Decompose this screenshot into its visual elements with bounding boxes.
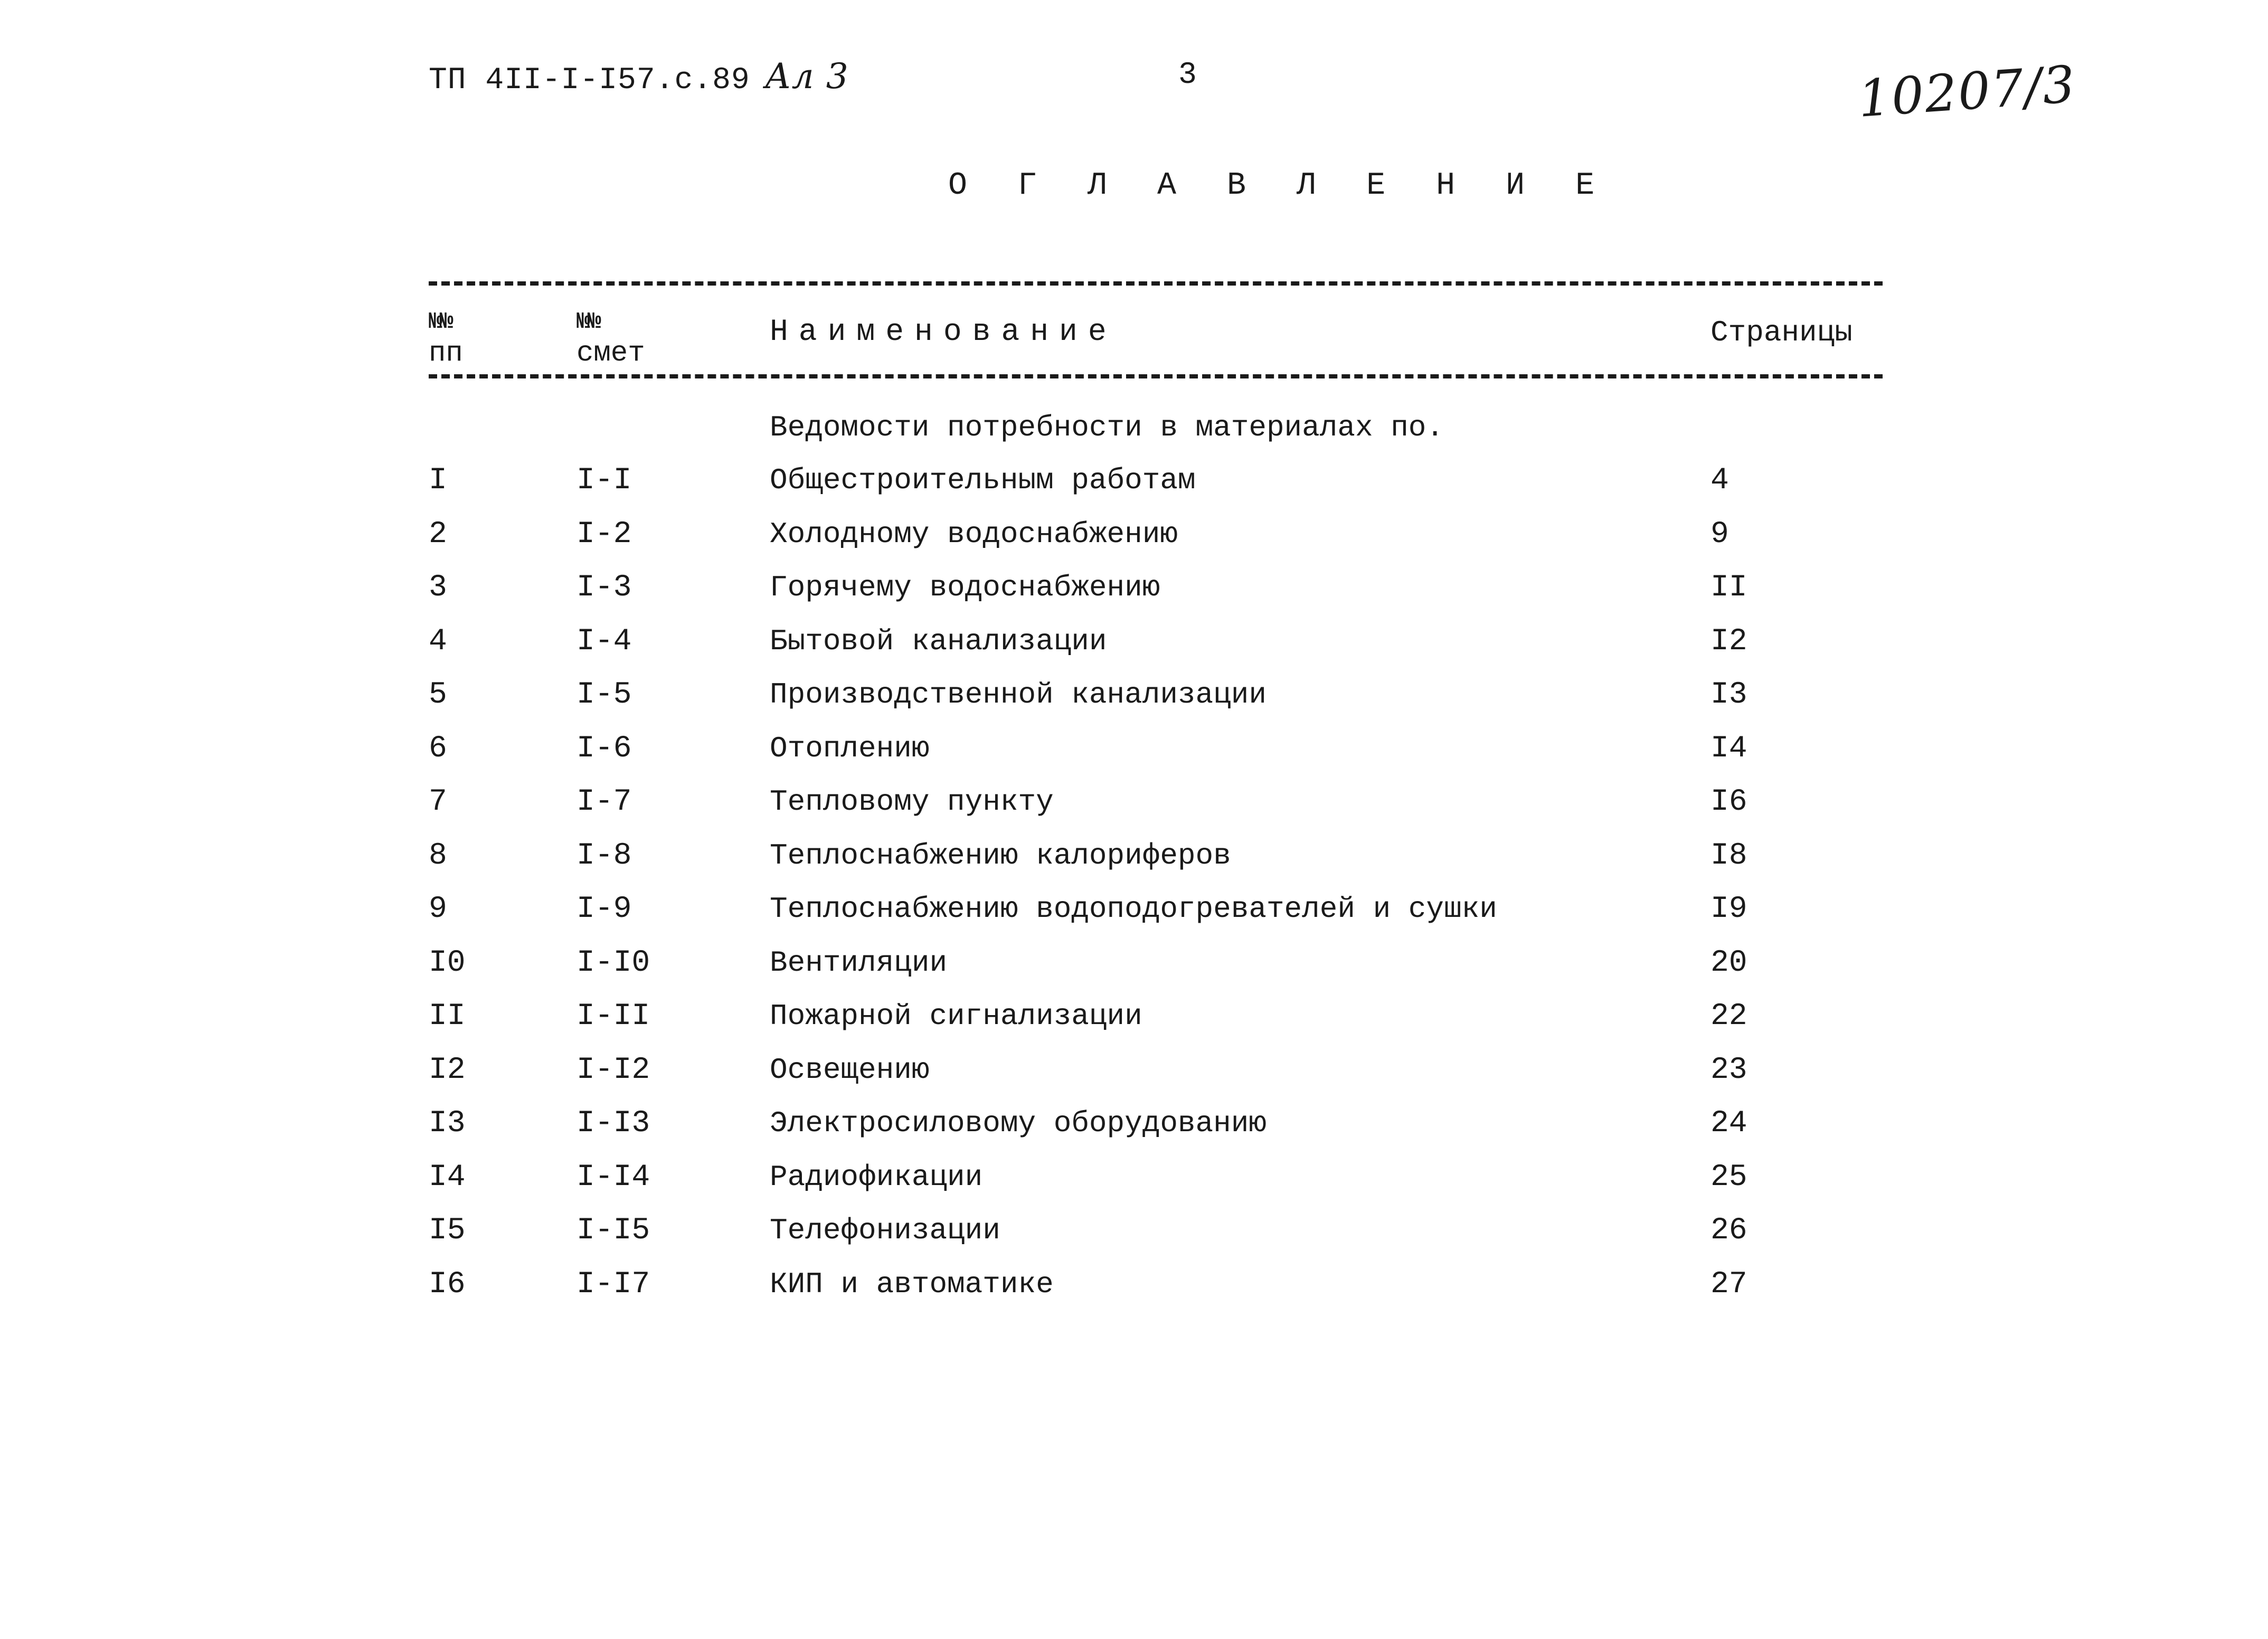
- row-number: I6: [429, 1267, 466, 1302]
- row-estimate: I-4: [577, 624, 632, 659]
- row-estimate: I-7: [577, 785, 632, 819]
- row-estimate: I-I5: [577, 1214, 650, 1248]
- table-row: [0, 785, 2268, 839]
- table-row: [0, 517, 2268, 571]
- handwritten-album-note: Ал 3: [764, 56, 849, 97]
- row-estimate: I-I2: [577, 1053, 650, 1087]
- row-number: 8: [429, 838, 447, 873]
- row-name: Общестроительным работам: [770, 463, 1196, 497]
- number-mark: №№: [429, 309, 450, 335]
- row-number: I0: [429, 945, 466, 980]
- table-row: [0, 892, 2268, 946]
- row-page: 27: [1711, 1267, 1747, 1302]
- row-number: 3: [429, 571, 447, 605]
- table-row: [0, 1053, 2268, 1107]
- row-name: КИП и автоматике: [770, 1267, 1054, 1301]
- row-page: 25: [1711, 1160, 1747, 1195]
- row-estimate: I-I0: [577, 945, 650, 980]
- row-name: Пожарной сигнализации: [770, 999, 1142, 1033]
- row-estimate: I-6: [577, 731, 632, 766]
- row-page: I4: [1711, 731, 1747, 766]
- row-name: Электросиловому оборудованию: [770, 1106, 1267, 1140]
- section-intro: Ведомости потребности в материалах по.: [770, 411, 1444, 444]
- table-row: [0, 624, 2268, 678]
- column-header-name: Наименование: [770, 315, 1117, 349]
- row-page: 20: [1711, 945, 1747, 980]
- row-estimate: I-I3: [577, 1106, 650, 1141]
- table-row: [0, 571, 2268, 624]
- table-top-divider: [429, 281, 1883, 286]
- row-page: 22: [1711, 999, 1747, 1034]
- row-page: 24: [1711, 1106, 1747, 1141]
- row-page: I9: [1711, 892, 1747, 926]
- row-name: Горячему водоснабжению: [770, 571, 1160, 604]
- row-number: I4: [429, 1160, 466, 1195]
- row-number: II: [429, 999, 466, 1034]
- row-name: Радиофикации: [770, 1160, 983, 1194]
- row-estimate: I-2: [577, 517, 632, 552]
- row-estimate: I-I4: [577, 1160, 650, 1195]
- row-estimate: I-I7: [577, 1267, 650, 1302]
- row-page: II: [1711, 571, 1747, 605]
- contents-table-body: [0, 463, 2268, 1321]
- row-estimate: I-II: [577, 999, 650, 1034]
- row-name: Бытовой канализации: [770, 624, 1107, 658]
- estimate-label: смет: [577, 337, 645, 370]
- row-number: 4: [429, 624, 447, 659]
- row-page: 9: [1711, 517, 1729, 552]
- row-name: Отоплению: [770, 731, 930, 765]
- row-number: I3: [429, 1106, 466, 1141]
- row-number: 7: [429, 785, 447, 819]
- table-row: [0, 1106, 2268, 1160]
- document-code: ТП 4II-I-I57.с.89: [429, 63, 750, 98]
- row-number: 6: [429, 731, 447, 766]
- row-number: I5: [429, 1214, 466, 1248]
- row-number: 9: [429, 892, 447, 926]
- table-row: [0, 946, 2268, 1000]
- column-header-number: [429, 306, 463, 370]
- table-row: [0, 732, 2268, 785]
- table-row: [0, 839, 2268, 893]
- column-header-pages: Страницы: [1711, 316, 1853, 349]
- row-estimate: I-5: [577, 678, 632, 712]
- row-name: Освещению: [770, 1053, 930, 1087]
- row-name: Холодному водоснабжению: [770, 517, 1178, 551]
- row-name: Вентиляции: [770, 945, 948, 980]
- row-page: I3: [1711, 678, 1747, 712]
- row-page: I6: [1711, 785, 1747, 819]
- table-header-divider: [429, 374, 1883, 378]
- row-number: I2: [429, 1053, 466, 1087]
- estimate-mark: №№: [577, 309, 598, 335]
- row-name: Тепловому пункту: [770, 785, 1054, 819]
- row-number: 2: [429, 517, 447, 552]
- document-header: [429, 56, 849, 98]
- row-page: 23: [1711, 1053, 1747, 1087]
- column-header-estimate: [577, 306, 645, 370]
- table-row: [0, 999, 2268, 1053]
- table-row: [0, 463, 2268, 517]
- handwritten-archive-number: 10207/3: [1856, 54, 2078, 129]
- table-row: [0, 1214, 2268, 1267]
- row-estimate: I-9: [577, 892, 632, 926]
- row-estimate: I-8: [577, 838, 632, 873]
- row-name: Телефонизации: [770, 1214, 1000, 1247]
- table-row: [0, 1267, 2268, 1321]
- row-estimate: I-3: [577, 571, 632, 605]
- table-row: [0, 678, 2268, 732]
- row-number: I: [429, 463, 447, 498]
- table-row: [0, 1160, 2268, 1214]
- row-page: 4: [1711, 463, 1729, 498]
- row-estimate: I-I: [577, 463, 632, 498]
- page-number: 3: [1178, 58, 1197, 92]
- number-label: пп: [429, 337, 463, 370]
- row-page: I2: [1711, 624, 1747, 659]
- row-name: Производственной канализации: [770, 678, 1267, 712]
- row-number: 5: [429, 678, 447, 712]
- row-page: 26: [1711, 1214, 1747, 1248]
- row-name: Теплоснабжению водоподогревателей и сушки: [770, 892, 1497, 926]
- row-page: I8: [1711, 838, 1747, 873]
- contents-title: О Г Л А В Л Е Н И Е: [948, 168, 1611, 204]
- row-name: Теплоснабжению калориферов: [770, 838, 1231, 873]
